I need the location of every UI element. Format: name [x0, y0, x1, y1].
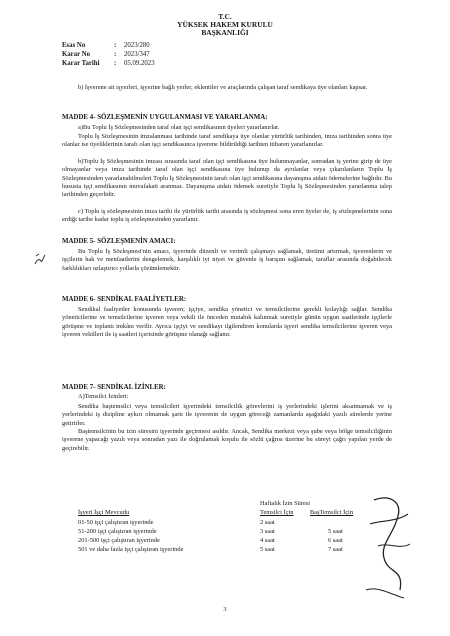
meta-value: 2023/280 [124, 42, 150, 49]
table-cell: 501 ve daha fazla işçi çalıştıran işyerinde [78, 546, 184, 553]
table-cell: 7 saat [328, 546, 343, 553]
table-cell: 5 saat [260, 546, 275, 553]
table-cell: 3 saat [260, 528, 275, 535]
table-row [78, 546, 398, 564]
table-row [78, 528, 398, 537]
madde4-c: c) Toplu iş sözleşmesinin imza tarihi ile yürürlük tarihi arasında iş sözleşmesi sona eren üyeler de, iş sözleşmelerinin sona erdiği tarihe kadar toplu iş sözleşmesinden yararlanır. [62, 208, 392, 224]
meta-colon: : [114, 50, 117, 58]
table-cell: 5 saat [328, 528, 343, 535]
signature-mark [360, 494, 420, 604]
table-header-cell: Temsilci İçin [260, 509, 294, 516]
table-cell: 4 saat [260, 537, 275, 544]
table-caption: Haftalık İzin Süresi [260, 500, 311, 507]
meta-key: Karar No [62, 50, 91, 58]
meta-value: 2023/347 [124, 50, 150, 58]
madde7-subtitle: A)Temsilci İzinleri: [78, 393, 129, 400]
madde7-p1: Sendika baştemsilci veya temsilcileri işyerindeki temsilcilik görevlerini iş yerlerindeki işlerini aksatmamak ve iş yerlerindeki iş disipline aykırı olmamak şartı ile işverenin de uygun göreceği zamanlarda aşağıdaki yazılı sürelerde yerine getirirler. [62, 403, 392, 427]
meta-row [62, 60, 155, 69]
madde4-b: b)Toplu İş Sözleşmesinin imzası sırasında taraf olan işçi sendikasına üye bulunmayanlar, sonradan iş yerine girip de üye olmayanlar veya imza tarihinde taraf olan işçi sendikasına üye bulunup da ayrılanlar veya çıkarılanların Toplu İş Sözleşmesinden yararlanabilmeleri Toplu İş Sözleşmesinin tarafı olan işçi sendikasına dayanışma aidatı ödemelerine bağlıdır. Bu hususta işçi sendikasının muvafakati aranmaz. Dayanışma aidatı ödemek suretiyle Toplu İş Sözleşmesinden yararlanma talep tarihinden geçerlidir. [62, 158, 392, 199]
madde4-a: a)Bu Toplu İş Sözleşmesinden taraf olan işçi sendikasının üyeleri yararlanırlar. [78, 124, 280, 131]
table-cell: 51-200 işçi çalıştıran işyerinde [78, 528, 157, 535]
madde4-p1: Toplu İş Sözleşmesinin imzalanması tarihinde taraf sendikaya üye olanlar yürürlük tarihinden, imza tarihinden sonra üye olanlar ise üyeliklerinin tarafı olan işçi sendikasınca işverene bildirildiği tarihten itibaren yararlanırlar. [62, 133, 392, 149]
table-header-cell: BaşTemsilci İçin [310, 509, 354, 516]
madde4-title: MADDE 4- SÖZLEŞMENİN UYGULANMASI VE YARARLANMA: [62, 114, 268, 121]
madde5-title: MADDE 5- SÖZLEŞMENİN AMACI: [62, 238, 176, 245]
table-header-cell: İşyeri İşçi Mevcudu [78, 509, 130, 516]
table-row [78, 537, 398, 546]
meta-key: Karar Tarihi [62, 59, 100, 67]
table-cell: 01-50 işçi çalıştıran işyerinde [78, 519, 154, 526]
page-number: 3 [223, 606, 227, 613]
case-metadata [62, 42, 155, 68]
madde7-title: MADDE 7- SENDİKAL İZİNLER: [62, 384, 166, 391]
table-cell: 201-500 işçi çalıştıran işyerinde [78, 537, 160, 544]
meta-value: 05.09.2023 [124, 59, 155, 67]
meta-colon: : [114, 59, 117, 67]
table-header [78, 509, 398, 518]
margin-initial-mark [33, 252, 47, 268]
madde6-title: MADDE 6- SENDİKAL FAALİYETLER: [62, 296, 187, 303]
meta-colon: : [114, 42, 117, 49]
intro-paragraph-b: b) İşverene ait işyerleri, işyerine bağlı yerler, eklentiler ve araçlarında çalışan taraf sendikaya üye olanları kapsar. [78, 84, 368, 91]
meta-key: Esas No [62, 42, 86, 49]
meta-row [62, 51, 155, 60]
madde7-p2: Baştemsilcinin bu izin süresini işyerinde geçirmesi asıldır. Ancak, Sendika merkezi veya şube veya bölge temsilciliğinin işverene yapacağı yazılı veya sonradan yazı ile doğrulamak koşulu ile sözlü çağrısı üzerine bu süreyi çağrı yapılan yerde de geçirebilir. [62, 428, 392, 452]
header-tc: T.C. [218, 12, 232, 21]
header-presidency: BAŞKANLIĞI [201, 28, 249, 37]
meta-row [62, 42, 155, 51]
table-cell: 6 saat [328, 537, 343, 544]
madde6-paragraph: Sendikal faaliyetler konusunda işveren; işçiye, sendika yönetici ve temsilcilerine gerekli kolaylığı sağlar. Sendika yöneticilerine ve temsilcilerine işveren veya vekili ile önceden mutabık kalınmak suretiyle günün uygun saatlerinde işçilerle görüşme ve toplantı imkânı verilir. Ayrıca işçiyi ve sendikayı ilgilendiren konularda işyeri sendika temsilcilerine işveren veya işveren vekilleri ile iş saatleri içerisinde görüşme olanağı sağlanır. [62, 306, 392, 338]
header-institution: YÜKSEK HAKEM KURULU [177, 20, 273, 29]
table-cell: 2 saat [260, 519, 275, 526]
madde5-paragraph: Bu Toplu İş Sözleşmesi'nin amacı, işyerinde düzenli ve verimli çalışmayı sağlamak, üretimi artırmak, işverenlerin ve işçilerin hak ve menfaatlerini dengelemek, karşılıklı iyi niyet ve güvenle iş barışını sağlamak, taraflar arasında doğabilecek farklılıkları uzlaştırıcı yollarla çözümlemektir. [62, 248, 392, 272]
table-row [78, 519, 398, 528]
